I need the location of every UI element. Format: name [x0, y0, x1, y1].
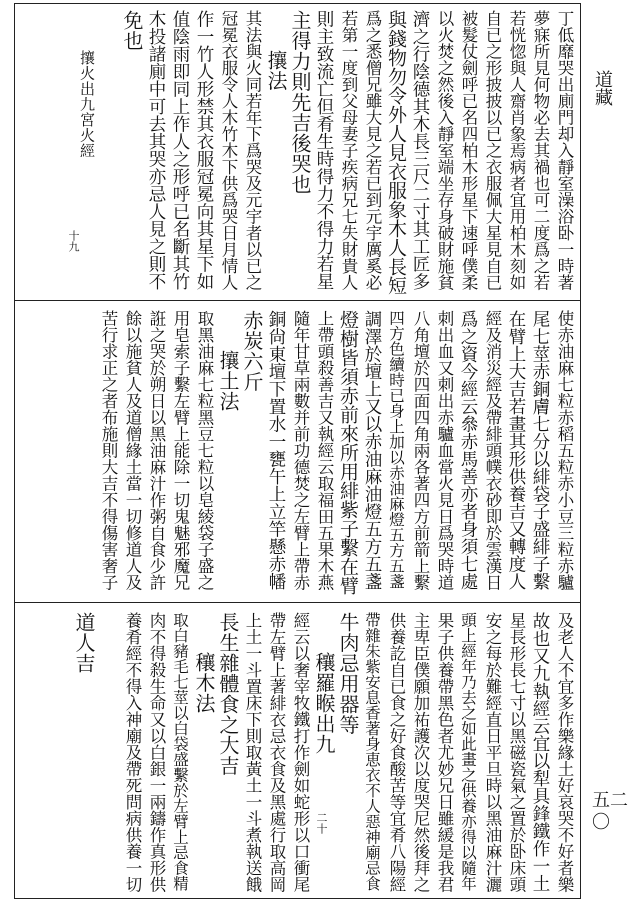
register-divider-2 [15, 602, 580, 603]
text-column: 赤炭六斤 [240, 310, 264, 392]
text-column: 果子供養帶黑色者尤妙兄日雖緩是我君 [435, 612, 454, 893]
text-column: 刺出血又刺出赤驢血當火見日爲哭時道 [435, 310, 454, 591]
register-bottom [15, 612, 580, 896]
text-column: 養肴經不得入神廟及帶死問病供養一切 [123, 612, 142, 893]
text-column: 用皂索子繫左臂上能除一切鬼魅邪魔兄 [171, 310, 190, 591]
text-column: 燈樹皆須赤前來所用緋紫子繫在臂 [337, 310, 359, 595]
register-top [15, 10, 580, 296]
page-marker: 二十 [315, 812, 328, 834]
text-column: 餘以施貧人及道僧緣土當一切修道人及 [123, 310, 142, 591]
text-column: 銅尙東壇下置水一甕午上立竿懸赤幡 [266, 310, 286, 590]
text-column: 帶雜朱紫安息香著身恵衣不人惡神廟忌食 [363, 612, 381, 891]
section-heading: 攘火出九宮火經 [78, 50, 96, 159]
text-column: 及老人不宜多作樂緣土好哀哭不好者樂 [555, 612, 574, 893]
text-column: 四方色續時已身上加以赤油麻燈五方五盞 [387, 310, 405, 589]
text-column: 長生雜體食之大吉 [216, 612, 240, 776]
text-column: 濟之行陰德其木長三尺二寸其工匠多 [410, 10, 430, 290]
text-column: 帶左臂上著緋衣忌衣食及黑處行取高岡 [267, 612, 286, 893]
text-column: 經及消災經及帶緋頭幞衣砂即於雲漢日 [483, 310, 502, 591]
text-column: 故也又九執經云宜以犁具鋒鐵作一土 [530, 612, 550, 892]
text-column: 其法與火同若年下爲哭及元宇者以已之 [243, 10, 262, 291]
text-column: 主卑臣僕願加祐護次以度哭尼然後拜之 [411, 612, 430, 893]
text-column: 以火焚之然後入靜室端坐存身破財施貧 [435, 10, 454, 291]
text-column: 丁低靡哭出廁門却入靜室澡浴卧一時著 [555, 10, 574, 291]
text-column: 爲之悉僧兄雖大見之若已到元宇厲奚必 [363, 10, 382, 291]
text-column: 星長形長七寸以黑磁瓷氣之置於卧床頭 [507, 612, 526, 893]
text-column: 則主致流亡但肴生時得力不得力若星 [314, 10, 334, 290]
register-divider-1 [15, 300, 580, 301]
text-column: 在臂上大吉若畫其形供養吉又轉度人 [506, 310, 526, 590]
page-marker: 十九 [67, 230, 80, 252]
text-column: 被髮仗劍呼已名四柏木形星下速呼僕柔 [459, 10, 478, 291]
text-column: 免也 [120, 10, 144, 51]
text-column: 冠冕衣服令人木竹木下供爲哭日月情人 [219, 10, 238, 291]
text-column: 夢寐所見何物必去其禍也可二度爲之若 [531, 10, 550, 291]
text-column: 取黑油麻七粒黑豆七粒以皂綾袋子盛之 [195, 310, 214, 591]
text-column: 安之每於難經直日平旦時以黑油麻汁灑 [483, 612, 502, 893]
text-column: 值陰雨即同上作人之形呼已名斷其竹 [170, 10, 190, 290]
text-column: 經云以奢宰牧鐵打作劍如蛇形以口衝尾 [291, 612, 310, 893]
margin-title: 道藏 [592, 70, 613, 106]
text-column: 自已之形披披以已之衣服佩大星見自已 [483, 10, 502, 291]
text-column: 八角壇於四面四角兩各著四方前箭上繫 [411, 310, 430, 591]
text-column: 調澤於壇上又以赤油麻油燈五方五盞 [362, 310, 382, 590]
text-column: 主得力則先吉後哭也 [288, 10, 312, 195]
text-column: 作一竹人形禁其衣服冠冕向其星下如 [194, 10, 214, 290]
text-column: 若第一度到父母妻子疾病兄七失財貴人 [339, 10, 358, 291]
text-column: 道人吉 [72, 612, 96, 674]
section-heading: 穰木法 [192, 652, 216, 714]
section-heading: 穰羅睺出九 [312, 652, 336, 755]
text-column: 牛肉忌用器等 [336, 612, 360, 735]
text-column: 若恍惚與人齋肖象焉病者宜用柏木刻如 [507, 10, 526, 291]
text-column: 使赤油麻七粒赤稻五粒赤小豆三粒赤驢 [555, 310, 574, 591]
section-heading: 攘法 [264, 50, 288, 91]
text-column: 上帶頭殺善吉又執經云取福田五果木燕 [315, 310, 334, 591]
text-column: 隨年甘草兩數并前功德焚之左臂上帶赤 [291, 310, 310, 591]
text-column: 取白豬毛七莖以白袋盛繫於左臂上忌食精 [171, 612, 189, 891]
text-column: 供養訖自已食之好食酸苦等宜肴八陽經 [387, 612, 406, 893]
text-column: 頭上經年乃去之如此畫之供養亦得以隨年 [459, 612, 477, 891]
text-column: 苦行求正之者布施則大吉不得傷害奢子 [99, 310, 118, 591]
text-column: 與錢物勿令外人見衣服象木人長短 [385, 10, 407, 295]
folio-number: 五二〇 [592, 790, 628, 833]
text-column: 爲之資今經云叅赤馬善亦者身須七處 [458, 310, 478, 590]
page-frame [14, 3, 581, 899]
section-heading: 攘土法 [216, 350, 240, 412]
text-column: 上土一斗置床下則取黃土一斗煮執送餓 [243, 612, 262, 893]
text-column: 肉不得殺生命又以白銀一兩鑄作真形供 [147, 612, 166, 893]
text-column: 木投諸廁中可去其哭亦忌人見之則不 [146, 10, 166, 290]
register-middle [15, 310, 580, 596]
text-column: 誑之哭於朔日以黑油麻汁作粥自食少許 [147, 310, 166, 591]
text-column: 尾七莖赤銅膚七分以緋袋子盛緋子繫 [530, 310, 550, 590]
